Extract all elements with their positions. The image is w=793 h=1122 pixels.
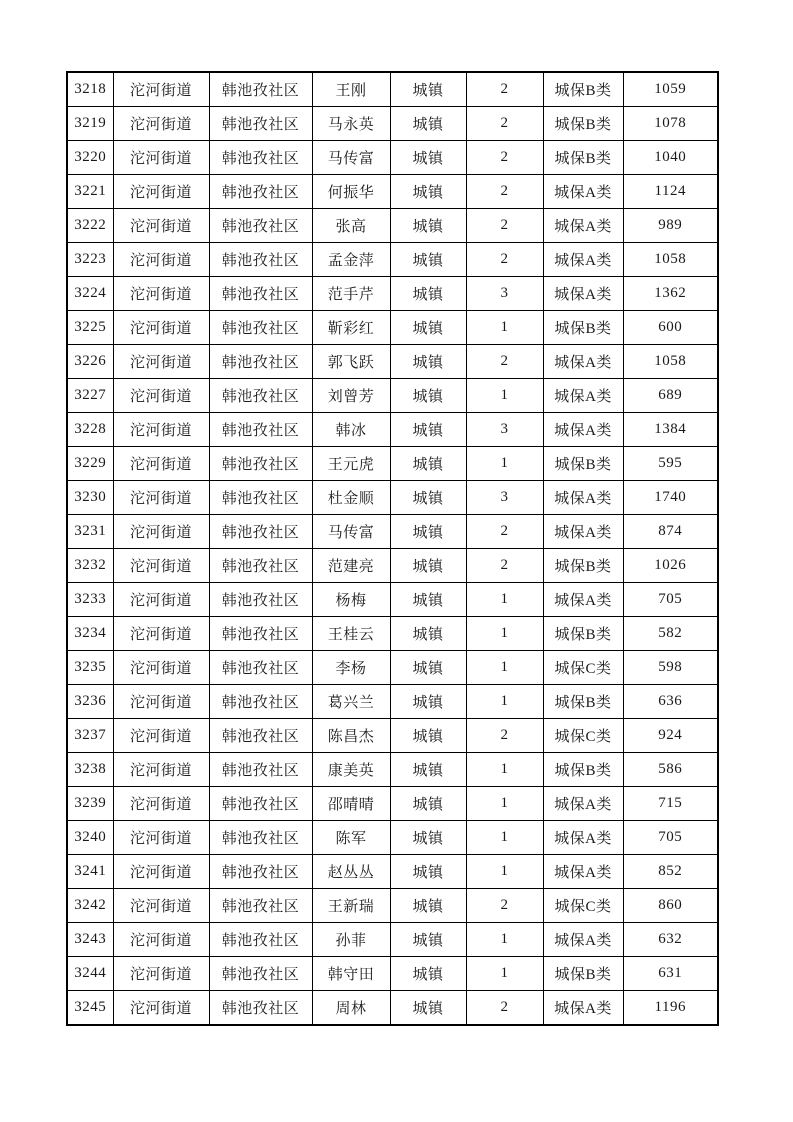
cell-amount: 874 [623, 515, 718, 549]
cell-residence-type: 城镇 [390, 141, 466, 175]
table-row [67, 481, 718, 515]
cell-community: 韩池孜社区 [209, 379, 312, 413]
cell-person-name: 刘曾芳 [312, 379, 390, 413]
cell-person-count: 2 [466, 515, 543, 549]
cell-person-name: 周林 [312, 991, 390, 1026]
cell-residence-type: 城镇 [390, 447, 466, 481]
cell-amount: 705 [623, 583, 718, 617]
cell-community: 韩池孜社区 [209, 991, 312, 1026]
table-row [67, 515, 718, 549]
cell-amount: 631 [623, 957, 718, 991]
cell-residence-type: 城镇 [390, 651, 466, 685]
cell-benefit-category: 城保B类 [543, 311, 623, 345]
cell-serial-number: 3239 [67, 787, 113, 821]
cell-amount: 600 [623, 311, 718, 345]
cell-amount: 1196 [623, 991, 718, 1026]
table-row [67, 821, 718, 855]
cell-benefit-category: 城保A类 [543, 821, 623, 855]
cell-serial-number: 3219 [67, 107, 113, 141]
cell-person-count: 2 [466, 107, 543, 141]
cell-community: 韩池孜社区 [209, 175, 312, 209]
cell-street: 沱河街道 [113, 855, 209, 889]
cell-serial-number: 3236 [67, 685, 113, 719]
cell-person-count: 2 [466, 141, 543, 175]
benefit-roster-table [66, 71, 719, 1026]
cell-serial-number: 3235 [67, 651, 113, 685]
cell-person-count: 2 [466, 175, 543, 209]
cell-street: 沱河街道 [113, 889, 209, 923]
cell-community: 韩池孜社区 [209, 447, 312, 481]
cell-residence-type: 城镇 [390, 72, 466, 107]
cell-street: 沱河街道 [113, 175, 209, 209]
cell-benefit-category: 城保C类 [543, 889, 623, 923]
cell-benefit-category: 城保A类 [543, 515, 623, 549]
cell-community: 韩池孜社区 [209, 821, 312, 855]
cell-person-name: 邵晴晴 [312, 787, 390, 821]
cell-person-count: 2 [466, 991, 543, 1026]
cell-residence-type: 城镇 [390, 991, 466, 1026]
cell-benefit-category: 城保A类 [543, 923, 623, 957]
cell-street: 沱河街道 [113, 719, 209, 753]
cell-street: 沱河街道 [113, 72, 209, 107]
table-row [67, 175, 718, 209]
cell-residence-type: 城镇 [390, 243, 466, 277]
cell-street: 沱河街道 [113, 617, 209, 651]
cell-serial-number: 3241 [67, 855, 113, 889]
cell-person-count: 1 [466, 753, 543, 787]
cell-person-count: 1 [466, 821, 543, 855]
cell-serial-number: 3221 [67, 175, 113, 209]
cell-serial-number: 3227 [67, 379, 113, 413]
cell-person-name: 孟金萍 [312, 243, 390, 277]
cell-person-name: 王新瑞 [312, 889, 390, 923]
table-row [67, 243, 718, 277]
cell-person-count: 1 [466, 447, 543, 481]
cell-street: 沱河街道 [113, 141, 209, 175]
table-row [67, 889, 718, 923]
cell-benefit-category: 城保B类 [543, 549, 623, 583]
cell-person-name: 范建亮 [312, 549, 390, 583]
cell-street: 沱河街道 [113, 481, 209, 515]
cell-benefit-category: 城保A类 [543, 209, 623, 243]
cell-community: 韩池孜社区 [209, 583, 312, 617]
cell-amount: 1384 [623, 413, 718, 447]
cell-benefit-category: 城保B类 [543, 957, 623, 991]
cell-benefit-category: 城保A类 [543, 583, 623, 617]
cell-person-count: 1 [466, 651, 543, 685]
cell-residence-type: 城镇 [390, 515, 466, 549]
cell-person-count: 3 [466, 277, 543, 311]
cell-person-name: 李杨 [312, 651, 390, 685]
cell-person-name: 葛兴兰 [312, 685, 390, 719]
cell-person-name: 张高 [312, 209, 390, 243]
table-row [67, 583, 718, 617]
cell-amount: 1362 [623, 277, 718, 311]
cell-benefit-category: 城保B类 [543, 617, 623, 651]
cell-person-name: 靳彩红 [312, 311, 390, 345]
cell-community: 韩池孜社区 [209, 141, 312, 175]
cell-benefit-category: 城保A类 [543, 855, 623, 889]
table-row [67, 651, 718, 685]
cell-serial-number: 3231 [67, 515, 113, 549]
cell-community: 韩池孜社区 [209, 923, 312, 957]
cell-residence-type: 城镇 [390, 583, 466, 617]
cell-serial-number: 3222 [67, 209, 113, 243]
cell-benefit-category: 城保B类 [543, 447, 623, 481]
cell-community: 韩池孜社区 [209, 617, 312, 651]
cell-serial-number: 3223 [67, 243, 113, 277]
cell-residence-type: 城镇 [390, 821, 466, 855]
cell-amount: 1059 [623, 72, 718, 107]
cell-serial-number: 3240 [67, 821, 113, 855]
cell-benefit-category: 城保B类 [543, 141, 623, 175]
cell-serial-number: 3229 [67, 447, 113, 481]
cell-street: 沱河街道 [113, 447, 209, 481]
cell-person-count: 1 [466, 855, 543, 889]
cell-residence-type: 城镇 [390, 855, 466, 889]
table-row [67, 719, 718, 753]
table-row [67, 617, 718, 651]
cell-person-count: 2 [466, 549, 543, 583]
cell-person-name: 范手芹 [312, 277, 390, 311]
cell-serial-number: 3220 [67, 141, 113, 175]
cell-benefit-category: 城保A类 [543, 481, 623, 515]
cell-street: 沱河街道 [113, 107, 209, 141]
table-row [67, 855, 718, 889]
cell-amount: 598 [623, 651, 718, 685]
cell-street: 沱河街道 [113, 413, 209, 447]
cell-residence-type: 城镇 [390, 209, 466, 243]
table-body [67, 72, 718, 1025]
cell-person-name: 马传富 [312, 515, 390, 549]
cell-community: 韩池孜社区 [209, 107, 312, 141]
cell-serial-number: 3232 [67, 549, 113, 583]
cell-serial-number: 3225 [67, 311, 113, 345]
cell-amount: 1058 [623, 243, 718, 277]
cell-residence-type: 城镇 [390, 413, 466, 447]
cell-person-count: 1 [466, 379, 543, 413]
table-row [67, 923, 718, 957]
cell-amount: 1040 [623, 141, 718, 175]
cell-person-count: 2 [466, 243, 543, 277]
cell-amount: 582 [623, 617, 718, 651]
cell-residence-type: 城镇 [390, 107, 466, 141]
cell-benefit-category: 城保A类 [543, 243, 623, 277]
cell-residence-type: 城镇 [390, 549, 466, 583]
cell-amount: 595 [623, 447, 718, 481]
cell-community: 韩池孜社区 [209, 651, 312, 685]
cell-benefit-category: 城保C类 [543, 651, 623, 685]
cell-serial-number: 3228 [67, 413, 113, 447]
cell-person-name: 王桂云 [312, 617, 390, 651]
cell-amount: 586 [623, 753, 718, 787]
cell-community: 韩池孜社区 [209, 72, 312, 107]
table-row [67, 957, 718, 991]
cell-amount: 989 [623, 209, 718, 243]
cell-person-count: 3 [466, 413, 543, 447]
cell-street: 沱河街道 [113, 787, 209, 821]
cell-serial-number: 3233 [67, 583, 113, 617]
cell-community: 韩池孜社区 [209, 957, 312, 991]
cell-benefit-category: 城保B类 [543, 107, 623, 141]
cell-street: 沱河街道 [113, 583, 209, 617]
cell-street: 沱河街道 [113, 209, 209, 243]
cell-serial-number: 3243 [67, 923, 113, 957]
cell-person-count: 1 [466, 617, 543, 651]
cell-residence-type: 城镇 [390, 787, 466, 821]
cell-benefit-category: 城保B类 [543, 72, 623, 107]
cell-person-name: 王元虎 [312, 447, 390, 481]
cell-person-name: 何振华 [312, 175, 390, 209]
cell-residence-type: 城镇 [390, 175, 466, 209]
cell-person-count: 3 [466, 481, 543, 515]
cell-benefit-category: 城保A类 [543, 277, 623, 311]
cell-street: 沱河街道 [113, 821, 209, 855]
cell-residence-type: 城镇 [390, 345, 466, 379]
cell-person-name: 马永英 [312, 107, 390, 141]
cell-serial-number: 3245 [67, 991, 113, 1026]
table-row [67, 209, 718, 243]
cell-person-name: 赵丛丛 [312, 855, 390, 889]
cell-serial-number: 3238 [67, 753, 113, 787]
cell-person-count: 2 [466, 345, 543, 379]
cell-serial-number: 3230 [67, 481, 113, 515]
cell-serial-number: 3244 [67, 957, 113, 991]
cell-street: 沱河街道 [113, 991, 209, 1026]
cell-amount: 1058 [623, 345, 718, 379]
cell-benefit-category: 城保B类 [543, 753, 623, 787]
table-row [67, 549, 718, 583]
cell-amount: 1078 [623, 107, 718, 141]
cell-person-name: 康美英 [312, 753, 390, 787]
cell-amount: 632 [623, 923, 718, 957]
cell-residence-type: 城镇 [390, 889, 466, 923]
table-row [67, 379, 718, 413]
cell-amount: 1740 [623, 481, 718, 515]
cell-street: 沱河街道 [113, 957, 209, 991]
cell-person-name: 韩冰 [312, 413, 390, 447]
cell-serial-number: 3237 [67, 719, 113, 753]
cell-residence-type: 城镇 [390, 311, 466, 345]
cell-amount: 1124 [623, 175, 718, 209]
cell-amount: 860 [623, 889, 718, 923]
cell-serial-number: 3234 [67, 617, 113, 651]
cell-community: 韩池孜社区 [209, 549, 312, 583]
cell-person-count: 1 [466, 583, 543, 617]
cell-benefit-category: 城保A类 [543, 345, 623, 379]
cell-community: 韩池孜社区 [209, 277, 312, 311]
cell-person-name: 杜金顺 [312, 481, 390, 515]
cell-person-count: 1 [466, 957, 543, 991]
cell-benefit-category: 城保C类 [543, 719, 623, 753]
table-row [67, 753, 718, 787]
cell-community: 韩池孜社区 [209, 889, 312, 923]
cell-street: 沱河街道 [113, 753, 209, 787]
cell-amount: 1026 [623, 549, 718, 583]
cell-person-count: 1 [466, 923, 543, 957]
cell-person-count: 1 [466, 311, 543, 345]
cell-person-name: 陈军 [312, 821, 390, 855]
cell-street: 沱河街道 [113, 515, 209, 549]
cell-residence-type: 城镇 [390, 753, 466, 787]
cell-person-count: 1 [466, 685, 543, 719]
cell-residence-type: 城镇 [390, 957, 466, 991]
cell-street: 沱河街道 [113, 549, 209, 583]
cell-street: 沱河街道 [113, 651, 209, 685]
table-row [67, 107, 718, 141]
cell-residence-type: 城镇 [390, 379, 466, 413]
cell-benefit-category: 城保A类 [543, 787, 623, 821]
cell-amount: 705 [623, 821, 718, 855]
cell-community: 韩池孜社区 [209, 209, 312, 243]
cell-benefit-category: 城保A类 [543, 991, 623, 1026]
table-row [67, 72, 718, 107]
cell-person-name: 杨梅 [312, 583, 390, 617]
cell-serial-number: 3242 [67, 889, 113, 923]
table-row [67, 141, 718, 175]
table-row [67, 311, 718, 345]
cell-street: 沱河街道 [113, 311, 209, 345]
cell-person-count: 2 [466, 72, 543, 107]
cell-community: 韩池孜社区 [209, 345, 312, 379]
cell-residence-type: 城镇 [390, 481, 466, 515]
cell-community: 韩池孜社区 [209, 719, 312, 753]
cell-residence-type: 城镇 [390, 923, 466, 957]
cell-serial-number: 3218 [67, 72, 113, 107]
cell-community: 韩池孜社区 [209, 515, 312, 549]
cell-person-name: 王刚 [312, 72, 390, 107]
cell-community: 韩池孜社区 [209, 753, 312, 787]
cell-residence-type: 城镇 [390, 277, 466, 311]
cell-serial-number: 3226 [67, 345, 113, 379]
cell-community: 韩池孜社区 [209, 413, 312, 447]
cell-street: 沱河街道 [113, 685, 209, 719]
cell-person-count: 2 [466, 719, 543, 753]
cell-residence-type: 城镇 [390, 617, 466, 651]
cell-amount: 689 [623, 379, 718, 413]
cell-residence-type: 城镇 [390, 685, 466, 719]
cell-serial-number: 3224 [67, 277, 113, 311]
table-row [67, 447, 718, 481]
cell-person-count: 1 [466, 787, 543, 821]
cell-community: 韩池孜社区 [209, 787, 312, 821]
cell-community: 韩池孜社区 [209, 311, 312, 345]
cell-person-count: 2 [466, 889, 543, 923]
table-row [67, 277, 718, 311]
cell-amount: 715 [623, 787, 718, 821]
table-row [67, 991, 718, 1026]
table-row [67, 787, 718, 821]
cell-benefit-category: 城保A类 [543, 413, 623, 447]
cell-community: 韩池孜社区 [209, 243, 312, 277]
cell-community: 韩池孜社区 [209, 855, 312, 889]
cell-person-name: 韩守田 [312, 957, 390, 991]
cell-street: 沱河街道 [113, 277, 209, 311]
table-row [67, 345, 718, 379]
cell-street: 沱河街道 [113, 243, 209, 277]
cell-person-name: 陈昌杰 [312, 719, 390, 753]
cell-benefit-category: 城保B类 [543, 685, 623, 719]
cell-person-name: 孙菲 [312, 923, 390, 957]
cell-amount: 852 [623, 855, 718, 889]
cell-person-name: 郭飞跃 [312, 345, 390, 379]
cell-benefit-category: 城保A类 [543, 379, 623, 413]
cell-amount: 924 [623, 719, 718, 753]
cell-street: 沱河街道 [113, 923, 209, 957]
cell-residence-type: 城镇 [390, 719, 466, 753]
table-row [67, 413, 718, 447]
cell-person-name: 马传富 [312, 141, 390, 175]
cell-community: 韩池孜社区 [209, 481, 312, 515]
cell-amount: 636 [623, 685, 718, 719]
table-row [67, 685, 718, 719]
cell-person-count: 2 [466, 209, 543, 243]
cell-street: 沱河街道 [113, 345, 209, 379]
cell-community: 韩池孜社区 [209, 685, 312, 719]
cell-street: 沱河街道 [113, 379, 209, 413]
cell-benefit-category: 城保A类 [543, 175, 623, 209]
